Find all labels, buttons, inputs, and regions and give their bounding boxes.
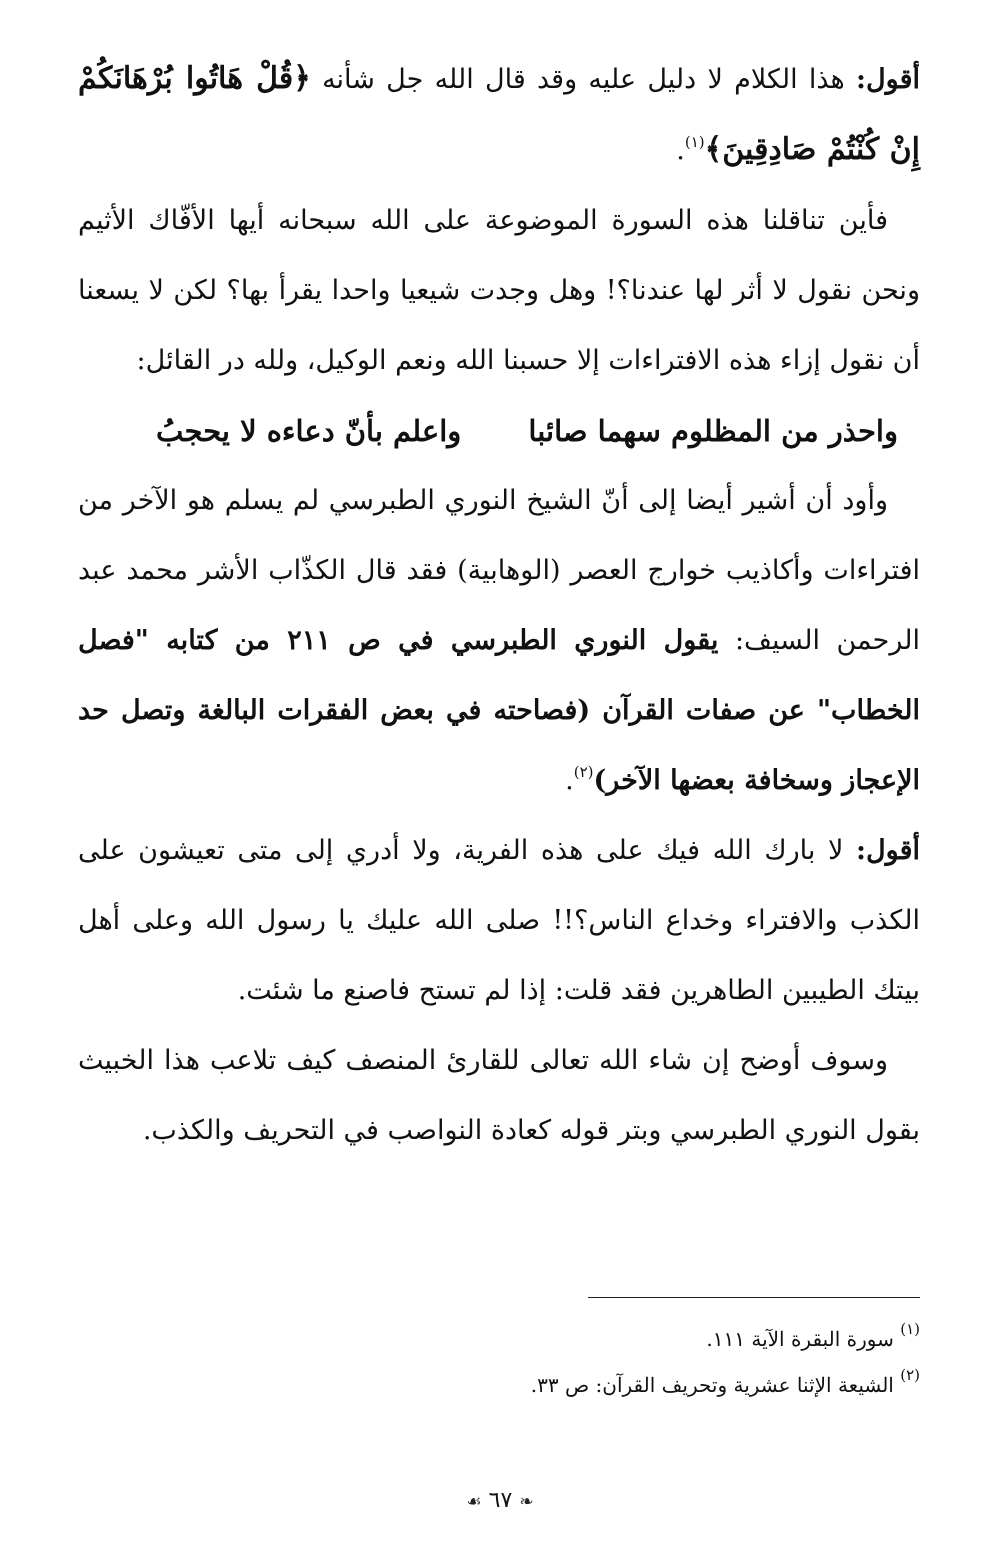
paragraph-5: وسوف أوضح إن شاء الله تعالى للقارئ المنصف كيف تلاعب هذا الخبيث بقول النوري الطبرسي وبتر قوله كعادة النواصب في التحريف والكذب. <box>78 1045 920 1146</box>
footnote-ref-2: (٢) <box>573 763 594 781</box>
page-number <box>440 1488 560 1513</box>
poem-verse <box>78 396 920 466</box>
footnote-2 <box>78 1362 920 1408</box>
ornament-icon: ❧ <box>519 1492 534 1512</box>
bold-quotation: يقول النوري الطبرسي في ص ٢١١ من كتابه "فصل الخطاب" عن صفات القرآن (فصاحته في بعض الفقرات البالغة وتصل حد الإعجاز وسخافة بعضها الآخر) <box>78 625 920 796</box>
paragraph-2: فأين تناقلنا هذه السورة الموضوعة على الله سبحانه أيها الأفّاك الأثيم ونحن نقول لا أثر لها عندنا؟! وهل وجدت شيعيا واحدا يقرأ بها؟ لكن لا يسعنا أن نقول إزاء هذه الافتراءات إلا حسبنا الله ونعم الوكيل، ولله در القائل: <box>78 205 920 376</box>
footnote-text: سورة البقرة الآية ١١١. <box>706 1327 894 1351</box>
quran-verse: ﴿قُلْ هَاتُوا بُرْهَانَكُمْ إِنْ كُنْتُمْ صَادِقِينَ﴾ <box>78 61 920 167</box>
footnote-number: (٢) <box>900 1366 920 1384</box>
ornament-icon: ☙ <box>466 1492 482 1512</box>
punctuation: . <box>676 135 685 166</box>
paragraph-text: هذا الكلام لا دليل عليه وقد قال الله جل شأنه <box>310 64 857 95</box>
paragraph-text: لا بارك الله فيك على هذه الفرية، ولا أدري إلى متى تعيشون على الكذب والافتراء وخداع الناس؟!! صلى الله عليك يا رسول الله وعلى أهل بيتك الطيبين الطاهرين فقد قلت: إذا لم تستح فاصنع ما شئت. <box>78 835 920 1006</box>
footnote-text: الشيعة الإثنا عشرية وتحريف القرآن: ص ٣٣. <box>530 1373 894 1397</box>
paragraph-label: أقول: <box>856 64 920 95</box>
paragraph-label: أقول: <box>856 835 920 866</box>
paragraph-4 <box>78 816 920 1026</box>
paragraph-1 <box>78 44 920 186</box>
footnote-number: (١) <box>900 1320 920 1338</box>
punctuation: . <box>565 765 574 796</box>
footnote-separator <box>588 1297 920 1298</box>
main-text <box>78 44 920 1166</box>
footnote-1 <box>78 1316 920 1362</box>
footnotes <box>78 1316 920 1408</box>
paragraph-3 <box>78 466 920 816</box>
verse-second-hemistich: واعلم بأنّ دعاءه لا يحجبُ <box>156 414 462 448</box>
footnote-ref-1: (١) <box>684 133 705 151</box>
paragraph-text: وأود أن أشير أيضا إلى أنّ الشيخ النوري الطبرسي لم يسلم هو الآخر من افتراءات وأكاذيب خوارج العصر (الوهابية) فقد قال الكذّاب الأشر محمد عبد الرحمن السيف: <box>78 485 920 656</box>
page-number-value: ٦٧ <box>488 1488 513 1513</box>
verse-first-hemistich: واحذر من المظلوم سهما صائبا <box>528 414 898 448</box>
